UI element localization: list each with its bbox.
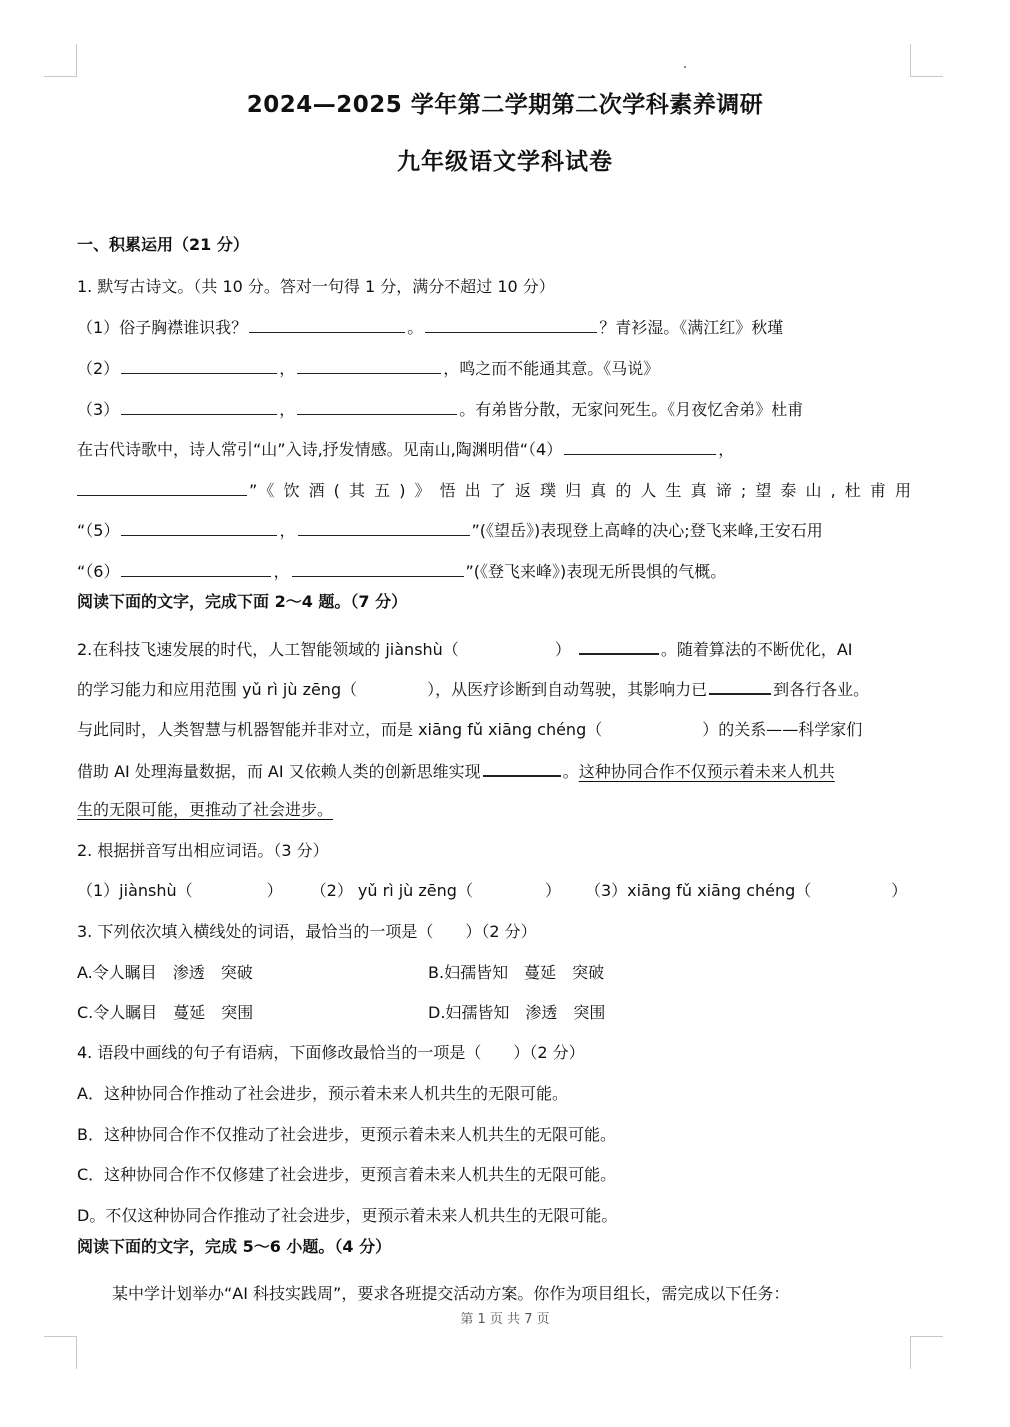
reading-heading-2: 阅读下面的文字，完成 5～6 小题。（4 分） [77, 1237, 392, 1256]
q1-item-3-sep: ， [279, 400, 296, 419]
q2-option-2-end: ） [544, 881, 561, 900]
passage-text: ） [554, 640, 571, 659]
q3-option-d[interactable]: D.妇孺皆知 渗透 突围 [428, 1003, 606, 1022]
q2-option-1-end: ） [266, 881, 283, 900]
scenario-intro: 某中学计划举办“AI 科技实践周”，要求各班提交活动方案。你作为项目组长，需完成以下任务： [112, 1284, 790, 1303]
q1-paragraph-text: ”(《望岳》)表现登上高峰的决心;登飞来峰,王安石用 [471, 521, 823, 540]
passage-text: ）的关系——科学家们 [702, 720, 863, 739]
answer-blank[interactable] [425, 316, 597, 333]
q4-option-d[interactable]: D。不仅这种协同合作推动了社会进步，更预示着未来人机共生的无限可能。 [77, 1206, 618, 1225]
answer-blank[interactable] [483, 759, 561, 777]
q1-item-3 [77, 398, 803, 421]
crop-mark-top-left [44, 44, 77, 77]
q1-paragraph-line-2 [77, 479, 911, 502]
passage-text: 2.在科技飞速发展的时代，人工智能领域的 jiànshù（ [77, 640, 459, 659]
q1-paragraph-line-3 [77, 519, 823, 542]
underlined-sentence: 这种协同合作不仅预示着未来人机共 [578, 762, 835, 781]
q1-paragraph-sep: ， [718, 440, 735, 459]
reading-heading-1: 阅读下面的文字，完成下面 2～4 题。（7 分） [77, 592, 408, 611]
passage-text: 与此同时，人类智慧与机器智能并非对立，而是 xiāng fǔ xiāng chéng（ [77, 720, 603, 739]
answer-blank[interactable] [77, 479, 247, 496]
q3-option-a[interactable]: A.令人瞩目 渗透 突破 [77, 963, 253, 982]
q3-stem: 3. 下列依次填入横线处的词语，最恰当的一项是（ ）（2 分） [77, 922, 537, 941]
q3-option-c[interactable]: C.令人瞩目 蔓延 突围 [77, 1003, 254, 1022]
exam-title: 2024—2025 学年第二学期第二次学科素养调研 [246, 92, 764, 118]
passage-line-2 [77, 677, 869, 701]
crop-mark-top-right [910, 44, 943, 77]
q2-options [77, 880, 907, 902]
page-number: 第 1 页 共 7 页 [460, 1312, 550, 1327]
q1-item-2 [77, 357, 659, 380]
q4-option-a[interactable]: A．这种协同合作推动了社会进步，预示着未来人机共生的无限可能。 [77, 1084, 568, 1103]
answer-blank[interactable] [709, 677, 771, 695]
scan-dot [684, 66, 686, 68]
passage-line-5 [77, 799, 333, 821]
q2-option-1: （1）jiànshù（ [77, 881, 193, 900]
q2-option-2: （2） yǔ rì jù zēng（ [310, 881, 473, 900]
answer-blank[interactable] [297, 357, 441, 374]
q1-item-3-text: （3） [77, 400, 120, 419]
answer-blank[interactable] [564, 438, 716, 455]
q1-paragraph-text: ”《饮酒(其五)》悟出了返璞归真的人生真谛;望泰山,杜甫用 [249, 481, 911, 500]
answer-blank[interactable] [297, 398, 457, 415]
q1-paragraph-sep: ， [273, 562, 290, 581]
q1-paragraph-text: ”(《登飞来峰》)表现无所畏惧的气概。 [465, 562, 727, 581]
answer-blank[interactable] [121, 519, 277, 536]
passage-text: 。 [562, 762, 579, 781]
q4-option-c[interactable]: C．这种协同合作不仅修建了社会进步，更预言着未来人机共生的无限可能。 [77, 1165, 617, 1184]
answer-blank[interactable] [298, 519, 470, 536]
q1-item-1-sep: 。 [407, 318, 424, 337]
answer-blank[interactable] [292, 560, 464, 577]
passage-text: 。随着算法的不断优化，AI [660, 640, 853, 659]
q4-stem: 4. 语段中画线的句子有语病，下面修改最恰当的一项是（ ）（2 分） [77, 1043, 585, 1062]
answer-blank[interactable] [579, 637, 659, 655]
q1-item-1 [77, 316, 783, 339]
q4-option-b[interactable]: B．这种协同合作不仅推动了社会进步，更预示着未来人机共生的无限可能。 [77, 1125, 616, 1144]
q1-item-1-source: ？青衫湿。《满江红》秋瑾 [599, 318, 784, 337]
passage-line-3 [77, 719, 862, 741]
passage-text: 到各行各业。 [773, 680, 870, 699]
q1-paragraph-line-4 [77, 560, 726, 583]
q1-paragraph-line-1 [77, 438, 734, 461]
q1-paragraph-text: “（5） [77, 521, 120, 540]
q1-item-2-sep: ， [279, 359, 296, 378]
passage-text: 借助 AI 处理海量数据，而 AI 又依赖人类的创新思维实现 [77, 762, 481, 781]
crop-mark-bottom-left [44, 1336, 77, 1369]
underlined-sentence: 生的无限可能，更推动了社会进步。 [77, 800, 334, 819]
passage-text: ），从医疗诊断到自动驾驶，其影响力已 [427, 680, 708, 699]
q1-stem: 1. 默写古诗文。（共 10 分。答对一句得 1 分，满分不超过 10 分） [77, 277, 555, 296]
q1-item-1-text: （1）俗子胸襟谁识我？ [77, 318, 248, 337]
q1-item-2-source: ，鸣之而不能通其意。《马说》 [443, 359, 660, 378]
q1-paragraph-sep: ， [279, 521, 296, 540]
answer-blank[interactable] [121, 357, 277, 374]
exam-subtitle: 九年级语文学科试卷 [397, 149, 613, 175]
q1-item-2-text: （2） [77, 359, 120, 378]
q2-stem: 2. 根据拼音写出相应词语。（3 分） [77, 841, 329, 860]
q1-paragraph-text: 在古代诗歌中，诗人常引“山”入诗,抒发情感。见南山,陶渊明借“（4） [77, 440, 563, 459]
answer-blank[interactable] [249, 316, 405, 333]
passage-line-4 [77, 759, 835, 783]
section-heading: 一、积累运用（21 分） [77, 235, 249, 254]
q2-option-3-end: ） [891, 881, 908, 900]
crop-mark-bottom-right [910, 1336, 943, 1369]
passage-text: 的学习能力和应用范围 yǔ rì jù zēng（ [77, 680, 358, 699]
q2-option-3: （3）xiāng fǔ xiāng chéng（ [584, 881, 812, 900]
q1-item-3-source: 。有弟皆分散，无家问死生。《月夜忆舍弟》杜甫 [459, 400, 804, 419]
q1-paragraph-text: “（6） [77, 562, 120, 581]
q3-option-b[interactable]: B.妇孺皆知 蔓延 突破 [428, 963, 605, 982]
passage-line-1 [77, 637, 853, 661]
answer-blank[interactable] [121, 398, 277, 415]
answer-blank[interactable] [121, 560, 271, 577]
